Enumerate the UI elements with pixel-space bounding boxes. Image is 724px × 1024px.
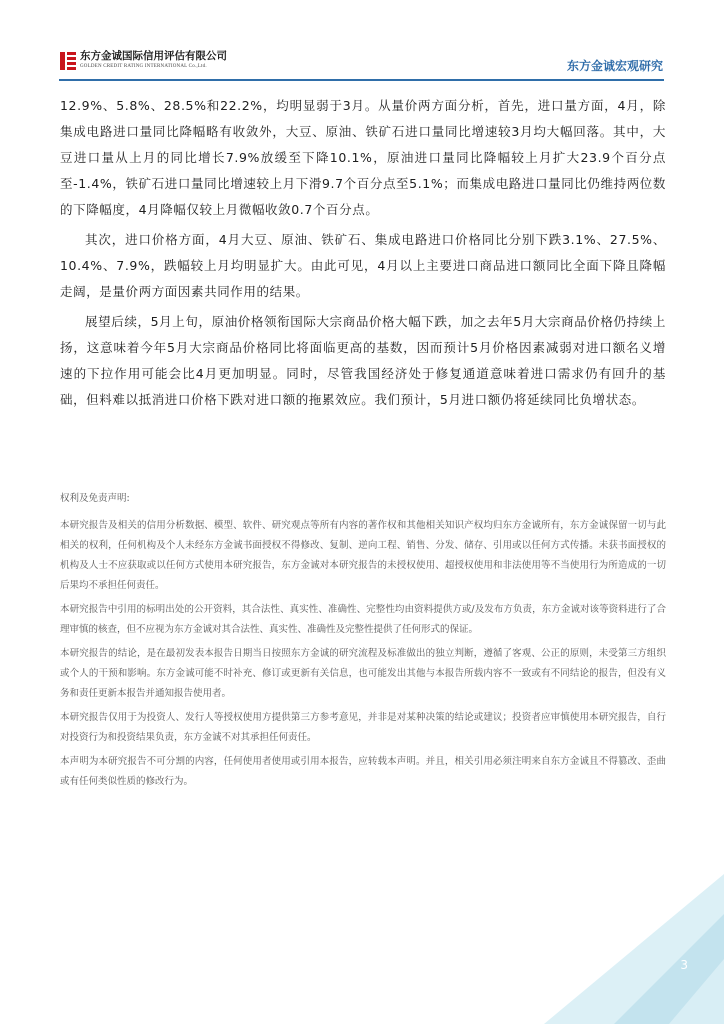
body-paragraph-1: 12.9%、5.8%、28.5%和22.2%，均明显弱于3月。从量价两方面分析，首先，进口量方面，4月，除集成电路进口量同比降幅略有收敛外，大豆、原油、铁矿石进口量同比增速较3月均大幅回落。其中，大豆进口量从上月的同比增长7.9%放缓至下降10.1%，原油进口量同比降幅较上月扩大23.9个百分点至-1.4%，铁矿石进口量同比增速较上月下滑9.7个百分点至5.1%；而集成电路进口量同比仍维持两位数的下降幅度，4月降幅仅较上月微幅收敛0.7个百分点。 bbox=[60, 98, 667, 217]
company-logo-icon bbox=[60, 52, 76, 70]
company-logo bbox=[80, 50, 227, 70]
corner-decoration bbox=[524, 874, 724, 1024]
header-title: 东方金诚宏观研究 bbox=[566, 59, 663, 73]
disclaimer-section bbox=[60, 490, 666, 796]
body-paragraph-2: 其次，进口价格方面，4月大豆、原油、铁矿石、集成电路进口价格同比分别下跌3.1%、27.5%、10.4%、7.9%，跌幅较上月均明显扩大。由此可见，4月以上主要进口商品进口额同比全面下降且降幅走阔，是量价两方面因素共同作用的结果。 bbox=[60, 232, 666, 299]
page-number: 3 bbox=[680, 958, 688, 972]
disclaimer-paragraph-3: 本研究报告的结论，是在最初发表本报告日期当日按照东方金诚的研究流程及标准做出的独立判断，遵循了客观、公正的原则，未受第三方组织或个人的干预和影响。东方金诚可能不时补充、修订或更新有关信息，也可能发出其他与本报告所载内容不一致或有不同结论的报告，但没有义务和责任更新本报告并通知报告使用者。 bbox=[60, 648, 666, 699]
report-body bbox=[60, 93, 666, 413]
header-divider bbox=[59, 79, 664, 81]
company-name-en: GOLDEN CREDIT RATING INTERNATIONAL Co.,Ltd. bbox=[80, 64, 207, 69]
disclaimer-paragraph-4: 本研究报告仅用于为投资人、发行人等授权使用方提供第三方参考意见，并非是对某种决策的结论或建议；投资者应审慎使用本研究报告，自行对投资行为和投资结果负责，东方金诚不对其承担任何责任。 bbox=[60, 712, 666, 743]
body-paragraph-3: 展望后续，5月上旬，原油价格领衔国际大宗商品价格大幅下跌，加之去年5月大宗商品价格仍持续上扬，这意味着今年5月大宗商品价格同比将面临更高的基数，因而预计5月价格因素减弱对进口额名义增速的下拉作用可能会比4月更加明显。同时，尽管我国经济处于修复通道意味着进口需求仍有回升的基础，但料难以抵消进口价格下跌对进口额的拖累效应。我们预计，5月进口额仍将延续同比负增状态。 bbox=[60, 314, 666, 407]
disclaimer-title: 权利及免责声明: bbox=[60, 493, 130, 504]
company-name-cn: 东方金诚国际信用评估有限公司 bbox=[80, 50, 227, 62]
disclaimer-paragraph-5: 本声明为本研究报告不可分割的内容，任何使用者使用或引用本报告，应转载本声明。并且，相关引用必须注明来自东方金诚且不得篡改、歪曲或有任何类似性质的修改行为。 bbox=[60, 756, 666, 787]
disclaimer-paragraph-1: 本研究报告及相关的信用分析数据、模型、软件、研究观点等所有内容的著作权和其他相关知识产权均归东方金诚所有，东方金诚保留一切与此相关的权利，任何机构及个人未经东方金诚书面授权不得修改、复制、逆向工程、销售、分发、储存、引用或以任何方式传播。未获书面授权的机构及人士不应获取或以任何方式使用本研究报告，东方金诚对本研究报告的未授权使用、超授权使用和非法使用等不当使用行为所造成的一切后果均不承担任何责任。 bbox=[60, 520, 666, 591]
disclaimer-paragraph-2: 本研究报告中引用的标明出处的公开资料，其合法性、真实性、准确性、完整性均由资料提供方或/及发布方负责，东方金诚对该等资料进行了合理审慎的核查，但不应视为东方金诚对其合法性、真实性、准确性及完整性提供了任何形式的保证。 bbox=[60, 604, 666, 635]
